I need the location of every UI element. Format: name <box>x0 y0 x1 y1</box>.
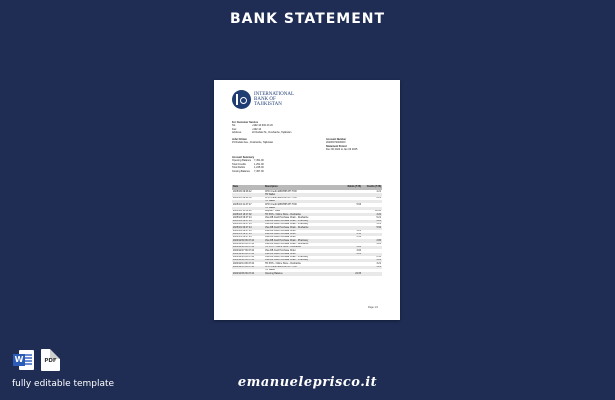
cell-description: Visa DB Card Purchase Chain - Pharmacy <box>264 259 342 262</box>
cell-date: 2025/1/1 09:47:44 <box>232 233 264 236</box>
cell-credit: 20.00 <box>375 210 381 213</box>
cell-date: 2025/1/4 11:55:26 <box>233 210 252 213</box>
cell-date: 2025/1/1 09:47:44 <box>233 236 252 239</box>
account-holder-address: 15 Rudaki Ave., Dushanbe, Tajikistan <box>232 141 274 145</box>
cell-description: Visa DB Card Purchase Order <box>265 249 296 252</box>
bank-name-line: INTERNATIONAL <box>254 91 294 97</box>
cell-description: Visa DB Card Purchase Order <box>265 236 296 239</box>
cell-description: Opening Balance <box>264 272 342 275</box>
cell-description: Visa DB Card Purchase Order <box>264 253 342 256</box>
customer-service-title: For Customer Service <box>232 121 258 124</box>
cell-description: Visa DB Card Purchase Chain - Pharmacy <box>264 239 342 242</box>
pdf-icon-label: PDF <box>44 358 57 364</box>
cell-description: Visa DB Card Purchase Chain - Dushanbe <box>264 226 342 229</box>
kv-value: 22 Rudaki St., Dushanbe, Tajikistan <box>252 131 292 135</box>
cell-date: 2024/12/14 09:47:44 <box>233 262 255 265</box>
kv-value: 1,245.00 <box>254 166 264 170</box>
bank-logo <box>232 90 294 109</box>
cell-debit: 5.20 <box>342 246 362 249</box>
bank-name-line: TAJIKISTAN <box>254 102 282 108</box>
cell-date: 2024/12/13 09:47:44 <box>232 266 264 269</box>
cell-description: Visa DB Card Purchase Chain - Pharmacy <box>265 256 309 259</box>
cell-date: 2024/12/27 09:47:44 <box>233 249 255 252</box>
cell-date: 2024/12/24 09:47:44 <box>233 256 255 259</box>
kv-label: Address: <box>232 131 242 135</box>
table-row <box>232 272 382 275</box>
cell-date: 2025/1/3 16:17:02 <box>232 213 264 216</box>
bank-logo-icon <box>232 90 251 109</box>
account-holder-block <box>232 138 273 145</box>
cell-debit: 5.21 <box>356 229 361 232</box>
cell-date: 2024/12/30 09:47:44 <box>232 239 264 242</box>
bank-name <box>254 92 294 108</box>
website-link[interactable]: emanueleprisco.it <box>237 375 378 390</box>
cell-credit: 5.21 <box>362 266 382 269</box>
kv-value: +992 44 600 20 20 <box>252 124 273 128</box>
cell-credit: 4.20 <box>376 243 381 246</box>
statement-document <box>214 80 400 320</box>
cell-description: CHK Credit 42897865 PH TOR <box>265 190 297 193</box>
cell-date: 2025/1/4 21:27:47 <box>233 203 252 206</box>
kv-label: Fax: <box>232 127 237 131</box>
cell-date: 2024/12/29 09:47:44 <box>233 243 255 246</box>
statement-period-value: Dec 06 2024 to Jan 06 2025 <box>326 148 358 152</box>
cell-date: 2025/1/3 09:47:44 <box>232 220 264 223</box>
cell-debit: 23.05 <box>342 272 362 275</box>
col-header-debits: Debits (TJS) <box>342 185 362 190</box>
cell-date: 2024/12/06 09:47:44 <box>232 272 264 275</box>
page-number: Page 1/1 <box>367 306 378 309</box>
bank-name-line: BANK OF <box>254 96 276 102</box>
cell-date: 2025/1/3 09:47:44 <box>233 216 252 219</box>
cell-description: TR Wallet <box>265 269 275 272</box>
kv-value: +992 44 <box>252 127 262 131</box>
cell-debit: 3.50 <box>342 233 362 236</box>
cell-date: 2024/12/26 09:47:44 <box>232 253 264 256</box>
cell-date: 2025/1/2 09:47:44 <box>232 226 264 229</box>
cell-date: 2024/12/28 09:47:44 <box>232 246 264 249</box>
kv-row <box>232 170 264 173</box>
format-icons <box>13 349 60 371</box>
account-number-value: 20206072000000 <box>326 141 346 145</box>
kv-value: 1,251.00 <box>254 162 264 166</box>
cell-description: Visa DB Card Purchase Order <box>264 233 342 236</box>
editable-template-caption: fully editable template <box>12 379 115 389</box>
cell-credit: 2.50 <box>376 256 381 259</box>
cell-credit: 6.20 <box>362 220 382 223</box>
account-number-block <box>326 138 357 152</box>
cell-description: TR POS - Online Store - Dushanbe <box>264 213 342 216</box>
pdf-file-icon <box>41 349 60 371</box>
cell-description: TR POS - Online Store - Dushanbe <box>265 262 301 265</box>
page-headline: BANK STATEMENT <box>229 11 386 27</box>
kv-value: 7,451.00 <box>254 159 264 163</box>
cell-description: TR Wallet <box>264 207 342 210</box>
cell-description: CHK Credit 42897865 PH TOR <box>265 197 297 200</box>
cell-date: 2024/12/22 09:47:44 <box>232 259 264 262</box>
account-summary-block <box>232 156 264 173</box>
word-doc-icon <box>13 349 35 371</box>
cell-date: 2025/1/2 09:47:44 <box>233 223 252 226</box>
col-header-date: Date <box>232 185 264 190</box>
kv-label: Opening Balance <box>232 159 252 163</box>
cell-description: TR Wallet <box>264 200 342 203</box>
statement-period-title: Statement Period <box>326 144 347 148</box>
cell-credit: 5.21 <box>376 223 381 226</box>
cell-debit: 3.00 <box>356 249 361 252</box>
cell-credit: 4.21 <box>376 190 381 193</box>
customer-service-block <box>232 121 291 135</box>
cell-date: 2025/1/5 09:41:33 <box>233 197 252 200</box>
kv-label: Closing Balance <box>232 169 251 173</box>
cell-description: Visa DB Card Purchase Chain - Dushanbe <box>265 216 309 219</box>
cell-debit: 3.52 <box>356 236 361 239</box>
cell-description: CHK Credit 42897865 PH TOR <box>265 203 297 206</box>
kv-label: Tel: <box>232 124 236 128</box>
cell-debit: 3.21 <box>342 253 362 256</box>
cell-credit: 5.50 <box>362 226 382 229</box>
account-holder-name: John Citizen <box>232 138 247 141</box>
kv-label: Total Debits <box>232 166 246 170</box>
col-header-description: Description <box>264 185 342 190</box>
cell-date: 2025/1/2 09:47:44 <box>233 229 252 232</box>
cell-credit: 3.21 <box>376 262 381 265</box>
cell-description: Visa DB Card Purchase Order <box>265 229 296 232</box>
cell-description: CHK Credit 42897865 PH TOR <box>264 266 342 269</box>
cell-debit: 5.66 <box>356 203 361 206</box>
transactions-table <box>232 185 382 276</box>
cell-credit: 2.80 <box>362 239 382 242</box>
cell-description: TR Wallet <box>264 193 342 196</box>
cell-date: 2025/1/6 09:26:42 <box>233 190 252 193</box>
cell-description: Visa DB Card Purchase Chain - Dushanbe <box>265 243 309 246</box>
kv-label: Total Credits <box>232 162 246 166</box>
account-summary-title: Account Summary <box>232 156 255 159</box>
word-icon-letter: W <box>14 355 24 364</box>
cell-credit: 3.20 <box>362 213 382 216</box>
cell-credit: 5.21 <box>376 216 381 219</box>
cell-description: Visa DB Card Purchase Chain - Pharmacy <box>264 220 342 223</box>
account-number-title: Account Number <box>326 138 347 141</box>
cell-credit <box>362 272 382 275</box>
col-header-credits: Credits (TJS) <box>362 185 382 190</box>
cell-credit: 3.20 <box>362 259 382 262</box>
kv-value: 7,457.00 <box>254 169 264 173</box>
cell-description: Visa DB Card Purchase Chain - Pharmacy <box>265 223 309 226</box>
cell-credit: 2.21 <box>376 197 381 200</box>
cell-description: Deposit - Cash <box>265 210 281 213</box>
cell-description: TR POS - Online Store - Dushanbe <box>264 246 342 249</box>
kv-row <box>232 131 291 134</box>
